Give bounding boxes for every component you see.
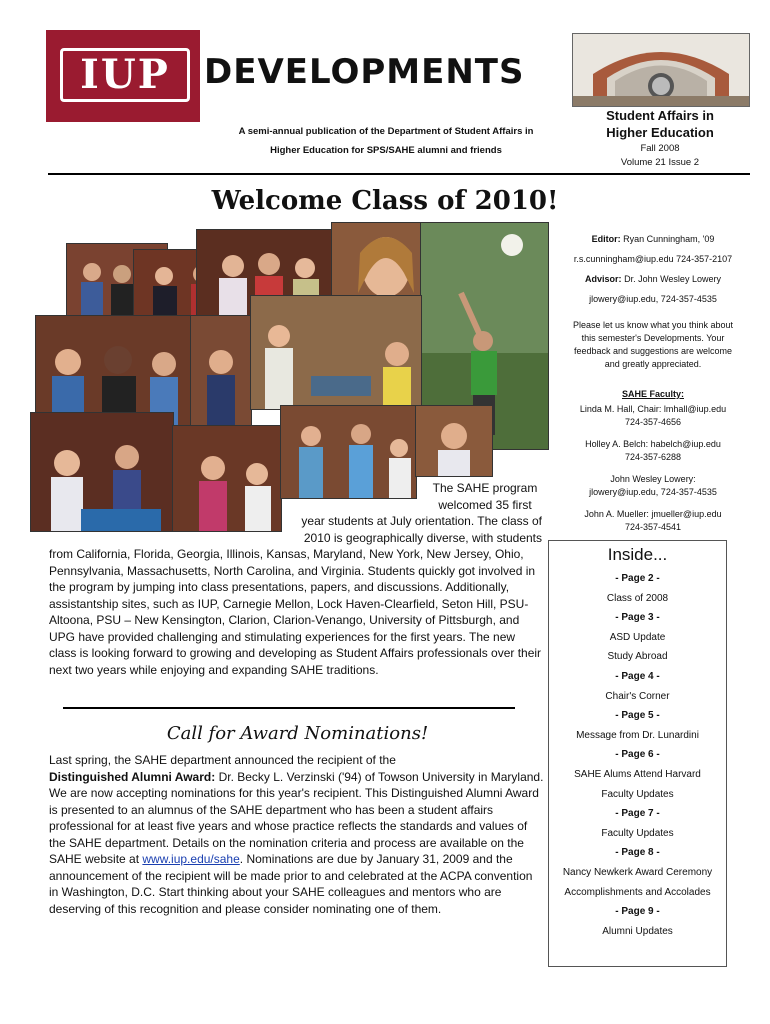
inside-page-marker: - Page 4 - [615,670,660,682]
feedback-note: Please let us know what you think about this semester's Developments. Your feedback and suggestions are welcome and greatly appreciated. [572,320,734,369]
photo-group-10 [415,405,493,477]
newsletter-subtitle [200,122,572,160]
article1-line-4: 2010 is geographically diverse, with students [303,530,542,545]
article1-line-2: welcomed 35 first [438,497,532,512]
inside-item: Faculty Updates [601,827,674,839]
advisor-label: Advisor: [585,274,622,284]
header-divider [48,173,750,175]
inside-item: Accomplishments and Accolades [564,886,711,898]
inside-page-marker: - Page 8 - [615,847,660,859]
faculty-2-line-2: 724-357-6288 [624,452,682,462]
advisor-contact: jlowery@iup.edu, 724-357-4535 [589,294,717,304]
faculty-3-line-1: John Wesley Lowery: [610,474,696,484]
editor-contact: r.s.cunningham@iup.edu 724-357-2107 [573,254,733,264]
inside-item: Nancy Newkerk Award Ceremony [562,866,713,878]
sidebar-contacts [548,230,758,534]
article2-body [49,752,545,917]
article1-wrap-1 [422,480,548,513]
photo-group-6 [250,295,422,410]
faculty-4-line-1: John A. Mueller: jmueller@iup.edu [584,509,722,519]
issue-volume: Volume 21 Issue 2 [620,157,700,168]
building-photo [572,33,750,107]
inside-page-marker: - Page 2 - [615,573,660,584]
article1-wrap-2 [282,513,542,546]
faculty-2 [548,438,758,464]
photo-group-9 [280,405,417,499]
award-name: Distinguished Alumni Award: [49,769,216,784]
article2-text-1: Dr. Becky L. Verzinski ('94) of Towson University in Maryland. We are now accepting nominations for this year's recipient. This Distinguished Alumni Award is presented to an alumnus of the SAHE department who has been a student affairs professional for at least five years and whose practice reflects the standards and values of the SAHE department. Details on the nomination criteria and process are available on the SAHE website at [49,769,544,866]
photo-group-5 [190,315,252,427]
article2-text-2: . Nominations are due by January 31, 2009 and the announcement of the recipient will be made prior to and celebrated at the ACPA convention in Washington, D.C. Start thinking about your SAHE colleagues and mentors who are deserving of this recognition and please consider nominating one of them. [49,852,533,916]
subtitle-line-2: Higher Education for SPS/SAHE alumni and friends [270,145,502,156]
issue-season: Fall 2008 [640,143,680,154]
inside-page-marker: - Page 6 - [615,749,660,761]
faculty-2-line-1: Holley A. Belch: habelch@iup.edu [585,439,721,449]
masthead-title-2: Higher Education [606,125,714,140]
award-heading: Call for Award Nominations! [166,723,429,744]
article1-line-1: The SAHE program [432,481,538,495]
sahe-website-link[interactable]: www.iup.edu/sahe [142,852,240,866]
inside-item: SAHE Alums Attend Harvard [574,768,701,780]
inside-page-marker: - Page 5 - [615,710,660,722]
inside-title: Inside... [607,545,668,564]
masthead-title-1: Student Affairs in [606,108,714,123]
inside-page-marker: - Page 7 - [615,808,660,820]
faculty-3 [548,473,758,499]
masthead [572,107,748,169]
iup-logo [46,30,200,122]
photo-group-4 [35,315,192,427]
faculty-1 [548,403,758,429]
faculty-4 [548,508,758,534]
faculty-1-line-2: 724-357-4656 [624,417,682,427]
subtitle-line-1: A semi-annual publication of the Department of Student Affairs in [238,126,534,137]
inside-item: Class of 2008 [606,592,669,604]
inside-item: Message from Dr. Lunardini [576,729,699,741]
photo-group-8 [172,425,282,532]
article1-line-3: year students at July orientation. The class of [301,514,542,528]
faculty-3-line-2: jlowery@iup.edu, 724-357-4535 [589,487,717,497]
article-divider [63,707,515,709]
inside-item: Faculty Updates [601,788,674,800]
editor-name: Ryan Cunningham, '09 [623,234,715,244]
photo-group-7 [30,412,174,532]
article1-body: from California, Florida, Georgia, Illinois, Kansas, Maryland, New York, New Jersey, Ohio, Pennsylvania, Massachusetts, North Carolina, and Virginia. Students quickly got involved in the program by jumping into class presentations, papers, and discussions. Additionally, assistantship sites, such as IUP, Carnegie Mellon, Lock Haven-Clearfield, Seton Hill, PSU-Altoona, PSU – New Kensington, Clarion, Clarion-Venango, University of Pittsburgh, and UPG have provided challenging and stimulating experiences for the first years. The new class is looking forward to growing and developing as Student Affairs professionals over their next two years while enjoying and expanding SAHE traditions. [49,547,542,677]
advisor-name: Dr. John Wesley Lowery [624,274,721,284]
inside-page-marker: - Page 9 - [615,906,660,918]
inside-contents-box [548,540,727,967]
inside-item: Alumni Updates [602,925,673,937]
headline: Welcome Class of 2010! [211,186,559,216]
inside-item: Study Abroad [607,651,668,663]
inside-item: Chair's Corner [605,690,670,702]
editor-label: Editor: [591,234,621,244]
inside-list [549,569,726,941]
article2-intro: Last spring, the SAHE department announced the recipient of the [49,753,396,767]
faculty-1-line-1: Linda M. Hall, Chair: lmhall@iup.edu [579,404,727,414]
faculty-4-line-2: 724-357-4541 [624,522,682,532]
inside-item: ASD Update [609,631,666,643]
logo-text: IUP [60,48,190,102]
faculty-heading: SAHE Faculty: [621,389,684,399]
inside-page-marker: - Page 3 - [615,612,660,624]
newsletter-title: DEVELOPMENTS [204,52,525,92]
